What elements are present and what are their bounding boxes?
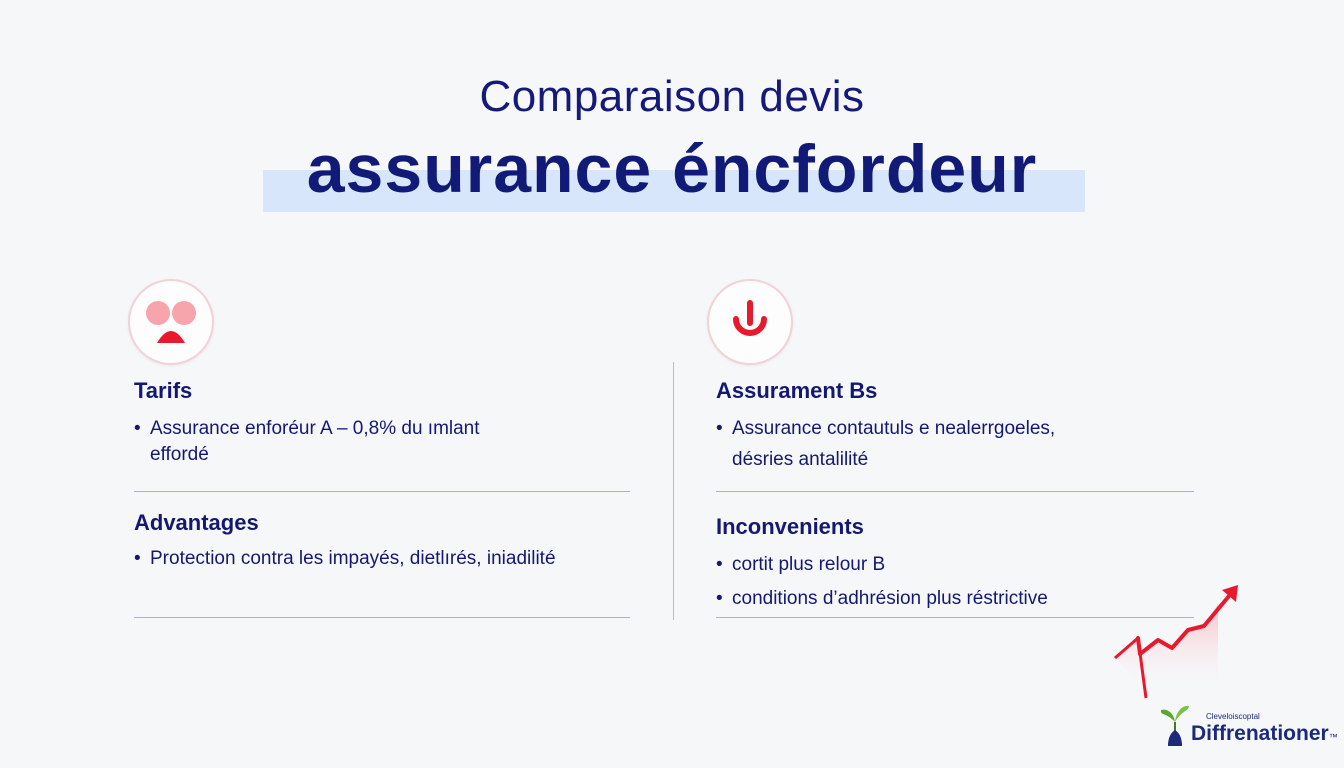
left-divider-2: [134, 617, 630, 618]
tarifs-bullet: [134, 414, 480, 444]
inconvenients-bullet: [716, 584, 1048, 614]
bullet-dot: •: [716, 588, 723, 609]
bullet-dot: •: [716, 554, 723, 575]
trend-arrow-icon: [1110, 582, 1245, 702]
logo-tm: ™: [1328, 732, 1338, 742]
left-divider-1: [134, 491, 630, 492]
logo-wordmark: [1191, 722, 1338, 746]
inconvenients-heading: Inconvenients: [716, 514, 864, 539]
inconvenients-bullet-text: cortit plus relour B: [732, 554, 886, 575]
sad-face-icon: [128, 279, 214, 365]
inconvenients-bullet: [716, 550, 885, 580]
bullet-dot: •: [134, 418, 141, 439]
bullet-dot: •: [134, 548, 141, 569]
plant-logo-icon: [1158, 702, 1192, 748]
logo-name: Diffrenationer: [1191, 722, 1329, 745]
assurament-bullet-continuation: désries antalilité: [732, 449, 869, 470]
page-title: Comparaison devis: [479, 72, 865, 121]
advantages-bullet-text: Protection contra les impayés, dietlırés, iniadilité: [150, 548, 556, 569]
page-subtitle: assurance éncfordeur: [306, 131, 1038, 207]
column-divider: [673, 362, 674, 620]
tarifs-heading: Tarifs: [134, 378, 193, 403]
tarifs-bullet-continuation: effordé: [150, 444, 209, 465]
advantages-heading: Advantages: [134, 510, 259, 535]
bullet-dot: •: [716, 418, 723, 439]
assurament-bullet-text: Assurance contautuls e nealerrgoeles,: [732, 418, 1056, 439]
tarifs-bullet-text: Assurance enforéur A – 0,8% du ımlant: [150, 418, 480, 439]
logo-tagline: Cleveloiscoptal: [1206, 712, 1260, 721]
inconvenients-bullet-text: conditions d’adhrésion plus réstrictive: [732, 588, 1048, 609]
assurament-heading: Assurament Bs: [716, 378, 878, 403]
right-divider-1: [716, 491, 1194, 492]
power-icon: [707, 279, 793, 365]
advantages-bullet: [134, 544, 556, 574]
assurament-bullet: [716, 414, 1055, 444]
